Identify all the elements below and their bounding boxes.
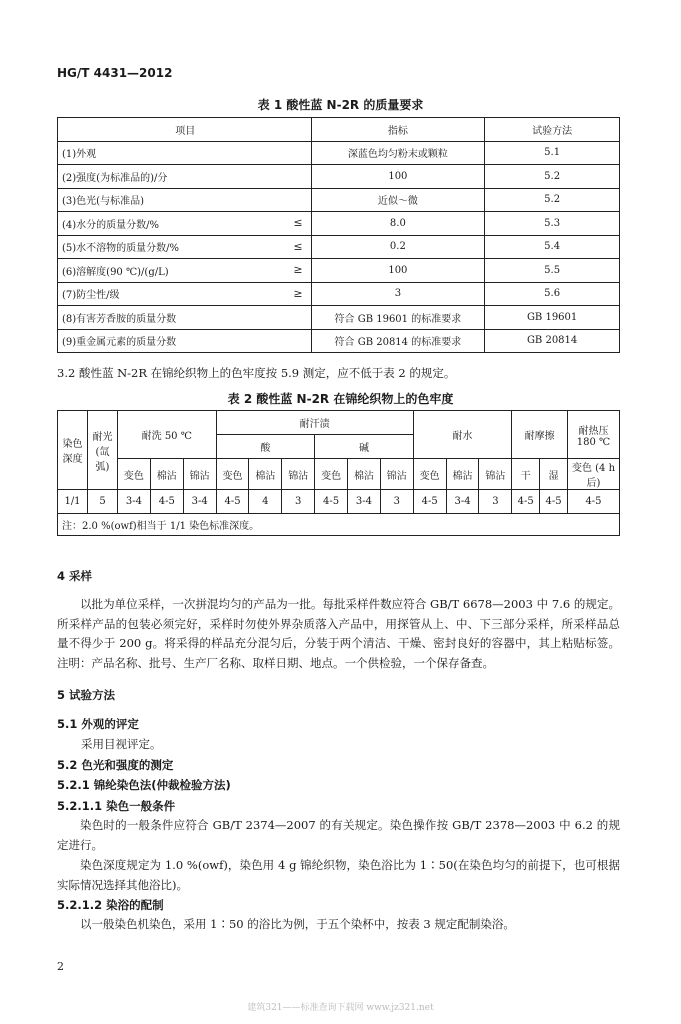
table-row <box>58 329 620 353</box>
spec-value: 近似～微 <box>311 188 485 212</box>
comparison-operator: ≥ <box>293 263 303 276</box>
item-label: (5)水不溶物的质量分数/% <box>62 243 180 255</box>
spec-value: 0.2 <box>311 235 485 259</box>
fastness-value: 4-5 <box>315 490 348 514</box>
table2-caption: 表 2 酸性蓝 N-2R 在锦纶织物上的色牢度 <box>227 392 454 406</box>
table2-subheader: 棉沾 <box>348 459 381 490</box>
spec-value: 符合 GB 19601 的标准要求 <box>311 306 485 330</box>
table2-subheader: 变色 <box>118 459 151 490</box>
fastness-value: 3 <box>380 490 413 514</box>
table2-subheader: 湿 <box>540 459 568 490</box>
table-row <box>58 282 620 306</box>
header-heat: 耐热压 180 ℃ <box>568 411 620 459</box>
para-dyeing-conditions: 染色时的一般条件应符合 GB/T 2374—2007 的有关规定。染色操作按 GB/T 2378—2003 中 6.2 的规定进行。 <box>57 818 620 852</box>
test-method: 5.3 <box>485 212 620 236</box>
item-label: (9)重金属元素的质量分数 <box>62 337 177 349</box>
header-sweat: 耐汗渍 <box>216 411 413 435</box>
fastness-value: 5 <box>88 490 118 514</box>
spec-value: 8.0 <box>311 212 485 236</box>
header-light: 耐光(氙弧) <box>88 411 118 490</box>
table1-header: 指标 <box>311 118 485 142</box>
header-rub: 耐摩擦 <box>512 411 568 459</box>
spec-value: 3 <box>311 282 485 306</box>
color-fastness-table <box>57 410 620 536</box>
table2-subheader-heat: 变色 (4 h 后) <box>568 459 620 490</box>
test-method: GB 19601 <box>485 306 620 330</box>
spec-value: 深蓝色均匀粉末或颗粒 <box>311 141 485 165</box>
fastness-value: 4 <box>249 490 282 514</box>
table2-subheader: 锦沾 <box>479 459 512 490</box>
clause-3-2: 3.2 酸性蓝 N-2R 在锦纶织物上的色牢度按 5.9 测定，应不低于表 2 的规定。 <box>57 366 456 380</box>
header-water: 耐水 <box>413 411 512 459</box>
table2-subheader: 棉沾 <box>150 459 183 490</box>
test-method: 5.2 <box>485 165 620 189</box>
item-label: (1)外观 <box>62 149 97 161</box>
table2-subheader: 变色 <box>216 459 249 490</box>
test-method: 5.5 <box>485 259 620 283</box>
table1-header: 项目 <box>58 118 312 142</box>
header-alkali: 碱 <box>315 435 414 459</box>
header-wash: 耐洗 50 ℃ <box>118 411 217 459</box>
footer-watermark: 建筑321——标准查询下载网 www.jz321.net <box>247 1003 434 1013</box>
table-row <box>58 490 620 514</box>
item-label: (8)有害芳香胺的质量分数 <box>62 313 177 325</box>
item-label: (6)溶解度(90 ℃)/(g/L) <box>62 266 169 278</box>
test-method: 5.4 <box>485 235 620 259</box>
table-row <box>58 259 620 283</box>
test-method: 5.2 <box>485 188 620 212</box>
table-row <box>58 212 620 236</box>
quality-requirements-table <box>57 117 620 353</box>
fastness-value: 4-5 <box>216 490 249 514</box>
fastness-value: 4-5 <box>568 490 620 514</box>
table1-header: 试验方法 <box>485 118 620 142</box>
fastness-value: 3 <box>282 490 315 514</box>
para-dyebath: 以一般染色机染色，采用 1∶50 的浴比为例，于五个染杯中，按表 3 规定配制染浴。 <box>80 917 515 931</box>
section-4-text: 以批为单位采样，一次拼混均匀的产品为一批。每批采样件数应符合 GB/T 6678—2003 中 7.6 的规定。所采样产品的包装必须完好，采样时勿使外界杂质落入产品中，用探管从上、中、下三部分采样，所采样品总量不得少于 200 g。将采得的样品充分混匀后，分装于两个清洁、干燥、密封良好的容器中，其上粘贴标签。注明：产品名称、批号、生产厂名称、取样日期、地点。一个供检验，一个保存备查。 <box>57 597 620 670</box>
comparison-operator: ≥ <box>293 286 303 300</box>
section-5-1-title: 5.1 外观的评定 <box>57 717 139 731</box>
item-label: (7)防尘性/级 <box>62 290 120 302</box>
fastness-value: 3 <box>479 490 512 514</box>
table2-subheader: 锦沾 <box>183 459 216 490</box>
table1-caption: 表 1 酸性蓝 N-2R 的质量要求 <box>257 98 424 112</box>
spec-value: 100 <box>311 165 485 189</box>
spec-value: 100 <box>311 259 485 283</box>
section-5-2-1-title: 5.2.1 锦纶染色法(仲裁检验方法) <box>57 778 231 792</box>
table-row <box>58 141 620 165</box>
comparison-operator: ≤ <box>293 239 303 253</box>
table-row <box>58 306 620 330</box>
section-5-title: 5 试验方法 <box>57 688 116 702</box>
table2-subheader: 锦沾 <box>282 459 315 490</box>
spec-value: 符合 GB 20814 的标准要求 <box>311 329 485 353</box>
section-5-2-title: 5.2 色光和强度的测定 <box>57 758 174 772</box>
test-method: GB 20814 <box>485 329 620 353</box>
table2-subheader: 棉沾 <box>249 459 282 490</box>
table-row <box>58 188 620 212</box>
page-number: 2 <box>57 960 64 973</box>
table2-subheader: 变色 <box>315 459 348 490</box>
table2-subheader: 变色 <box>413 459 446 490</box>
para-dyeing-depth: 染色深度规定为 1.0 %(owf)，染色用 4 g 锦纶织物，染色浴比为 1∶50(在染色均匀的前提下，也可根据实际情况选择其他浴比)。 <box>57 858 620 892</box>
item-label: (4)水分的质量分数/% <box>62 219 160 231</box>
fastness-value: 4-5 <box>540 490 568 514</box>
table-row <box>58 235 620 259</box>
section-5-2-1-2-title: 5.2.1.2 染浴的配制 <box>57 898 164 912</box>
table2-subheader: 棉沾 <box>446 459 479 490</box>
table2-note: 注：2.0 %(owf)相当于 1/1 染色标准深度。 <box>58 514 620 536</box>
item-label: (2)强度(为标准品的)/分 <box>62 172 168 184</box>
table-row <box>58 165 620 189</box>
section-5-2-1-1-title: 5.2.1.1 染色一般条件 <box>57 799 176 813</box>
section-5-1-text: 采用目视评定。 <box>81 737 162 751</box>
header-acid: 酸 <box>216 435 315 459</box>
section-4-title: 4 采样 <box>57 569 93 583</box>
header-depth: 染色深度 <box>58 411 88 490</box>
fastness-value: 3-4 <box>348 490 381 514</box>
doc-header: HG/T 4431—2012 <box>57 66 173 80</box>
fastness-value: 4-5 <box>150 490 183 514</box>
comparison-operator: ≤ <box>293 216 303 229</box>
fastness-value: 3-4 <box>118 490 151 514</box>
test-method: 5.6 <box>485 282 620 306</box>
fastness-value: 3-4 <box>446 490 479 514</box>
item-label: (3)色光(与标准品) <box>62 196 144 208</box>
fastness-value: 4-5 <box>413 490 446 514</box>
fastness-value: 4-5 <box>512 490 540 514</box>
test-method: 5.1 <box>485 141 620 165</box>
table2-subheader: 锦沾 <box>380 459 413 490</box>
fastness-value: 1/1 <box>58 490 88 514</box>
fastness-value: 3-4 <box>183 490 216 514</box>
table2-subheader: 干 <box>512 459 540 490</box>
